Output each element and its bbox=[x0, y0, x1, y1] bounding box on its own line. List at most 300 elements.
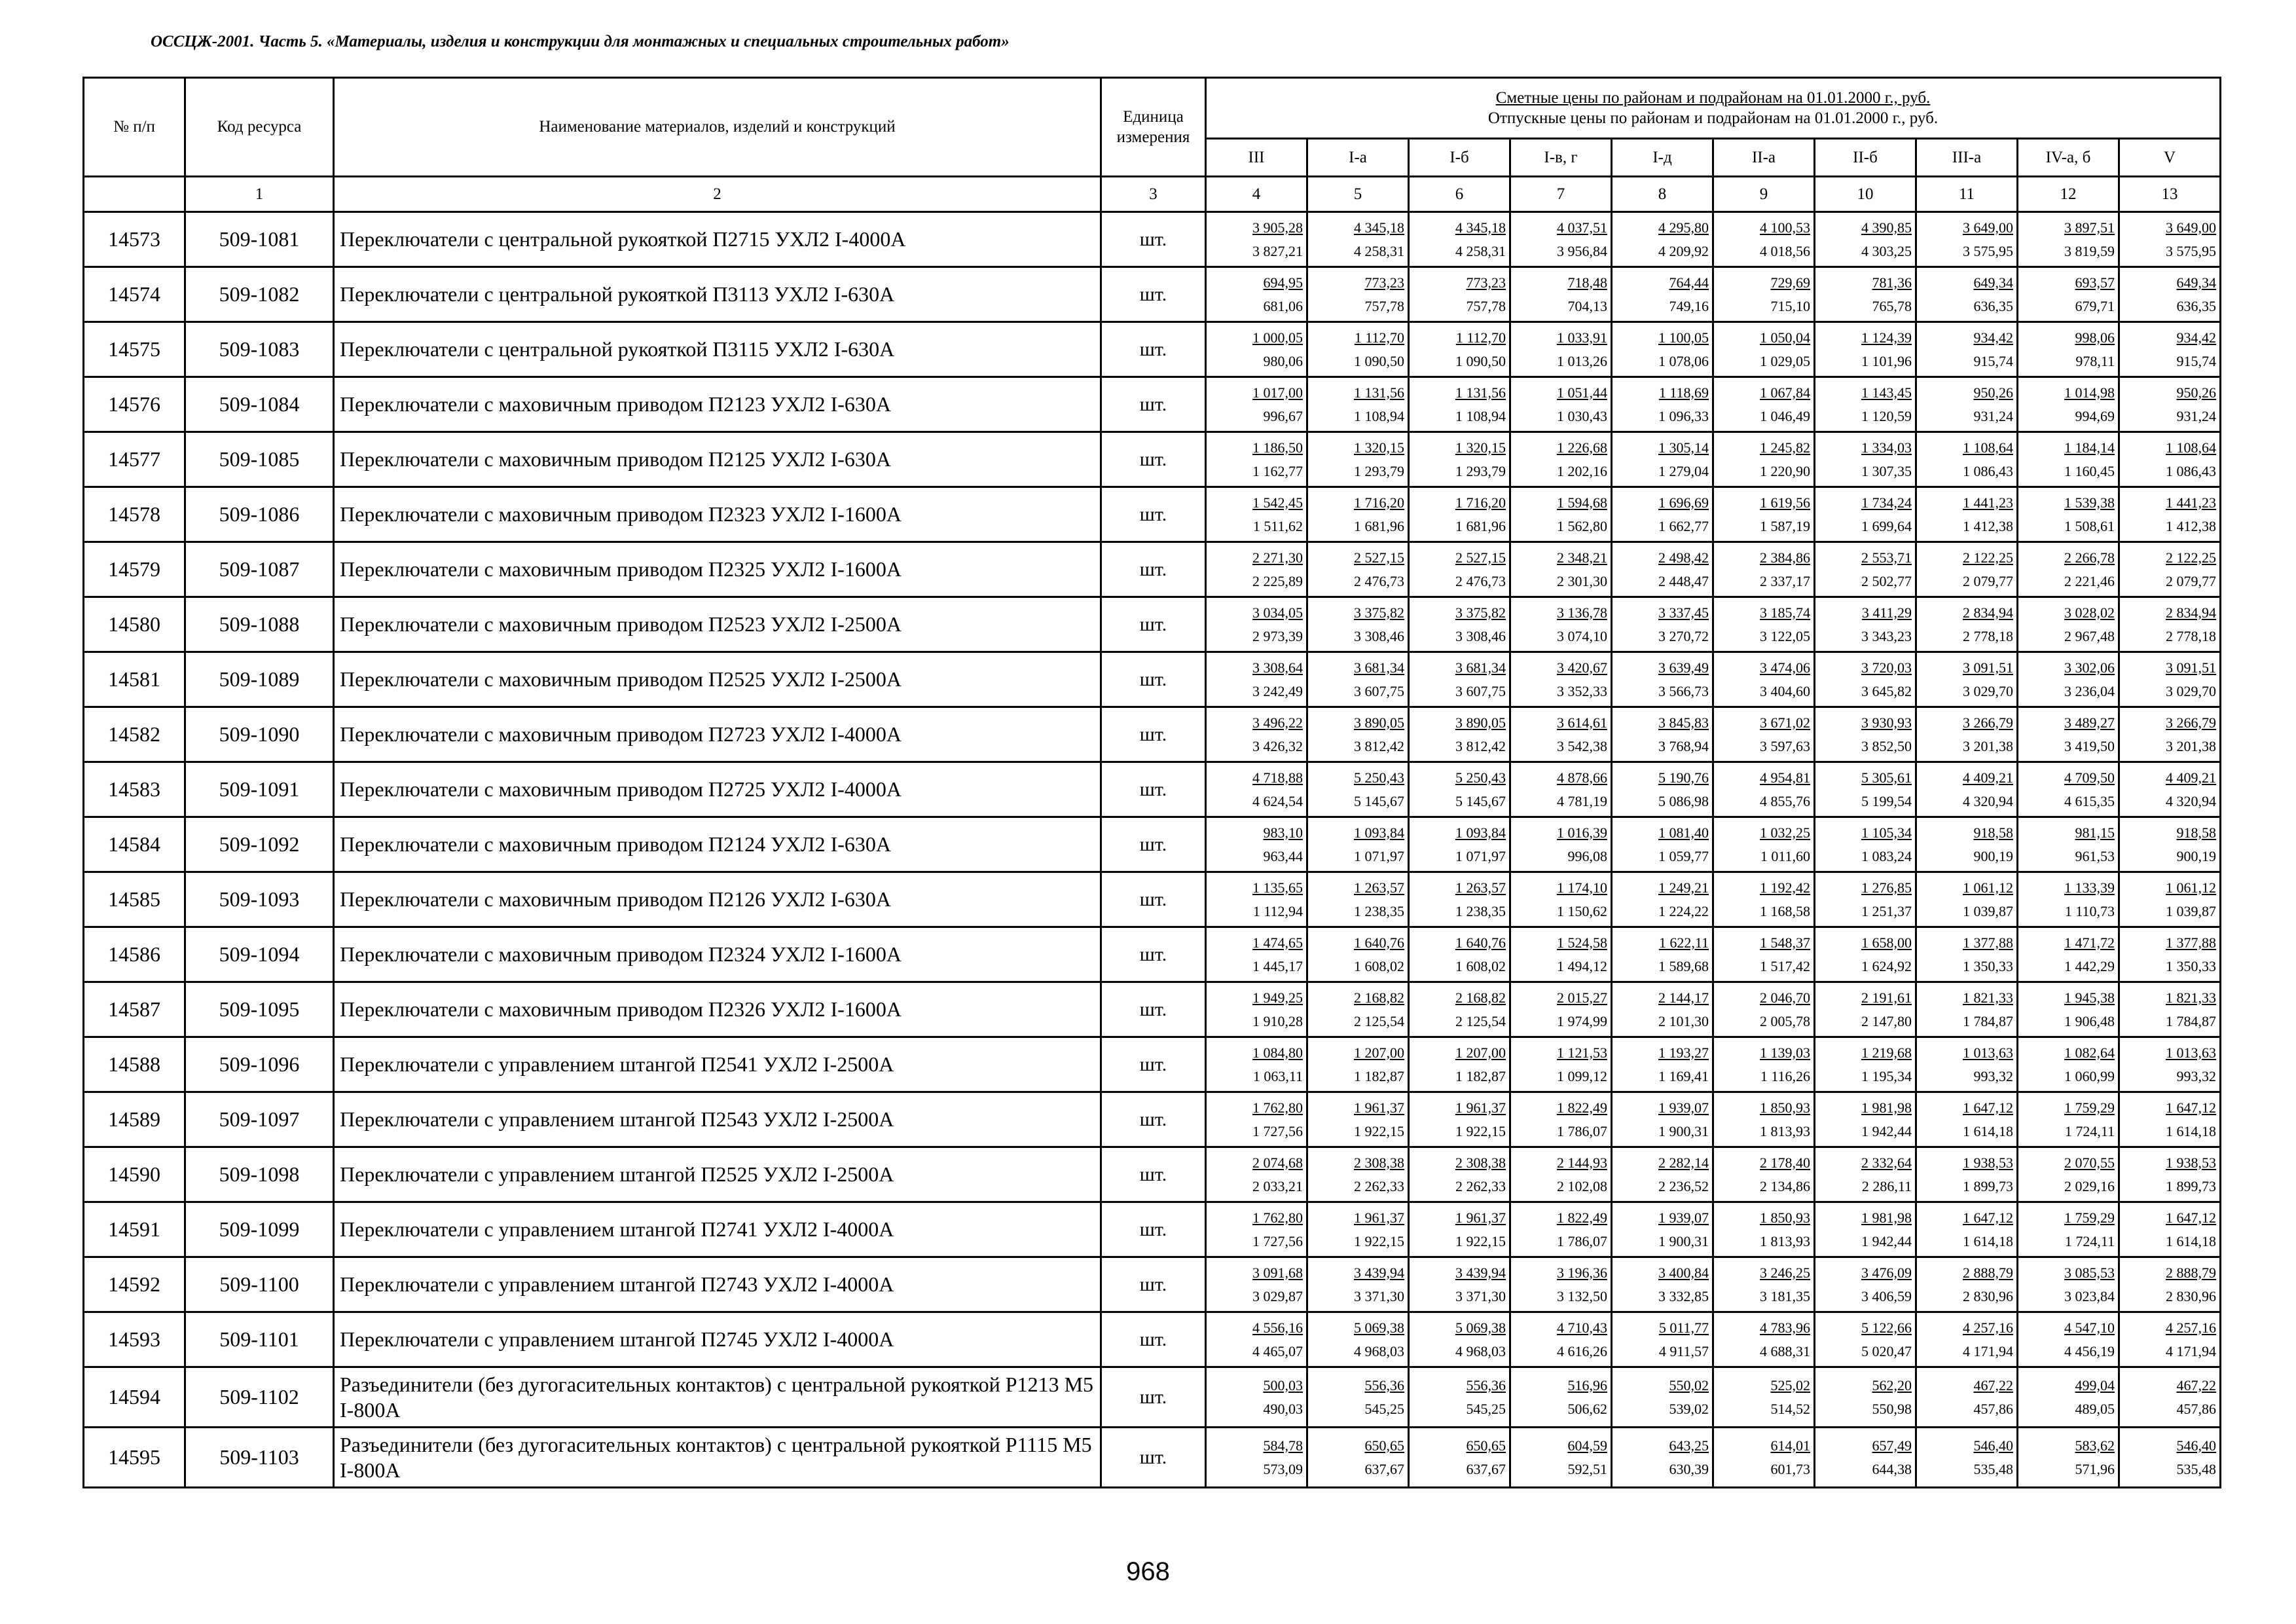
price-cell bbox=[2018, 267, 2119, 322]
release-price: 3 242,49 bbox=[1252, 682, 1303, 699]
estimate-price: 1 939,07 bbox=[1658, 1099, 1709, 1116]
price-cell bbox=[2018, 927, 2119, 982]
price-cell bbox=[1713, 1428, 1815, 1488]
resource-code: 509-1093 bbox=[185, 872, 334, 927]
release-price: 1 494,12 bbox=[1557, 957, 1607, 974]
release-price: 1 974,99 bbox=[1557, 1012, 1607, 1029]
estimate-price: 764,44 bbox=[1669, 274, 1709, 291]
release-price: 1 060,99 bbox=[2064, 1067, 2115, 1084]
release-price: 1 083,24 bbox=[1861, 847, 1912, 864]
release-price: 3 308,46 bbox=[1354, 627, 1404, 644]
estimate-price: 3 930,93 bbox=[1861, 714, 1912, 731]
release-price: 3 029,87 bbox=[1252, 1287, 1303, 1304]
release-price: 2 476,73 bbox=[1455, 572, 1506, 589]
estimate-price: 1 067,84 bbox=[1760, 384, 1810, 401]
estimate-price: 5 069,38 bbox=[1455, 1319, 1506, 1336]
estimate-price: 1 112,70 bbox=[1455, 329, 1506, 346]
unit: шт. bbox=[1101, 1147, 1206, 1202]
release-price: 1 096,33 bbox=[1658, 407, 1709, 424]
unit: шт. bbox=[1101, 1092, 1206, 1147]
price-cell bbox=[1815, 652, 1916, 707]
price-cell bbox=[1916, 212, 2018, 267]
price-cell bbox=[1510, 597, 1612, 652]
estimate-price: 1 441,23 bbox=[1963, 494, 2013, 511]
estimate-price: 1 013,63 bbox=[2166, 1044, 2216, 1061]
table-row bbox=[84, 1257, 2221, 1312]
row-number: 14574 bbox=[84, 267, 185, 322]
estimate-price: 1 658,00 bbox=[1861, 934, 1912, 951]
release-price: 571,96 bbox=[2075, 1460, 2115, 1477]
resource-code: 509-1083 bbox=[185, 322, 334, 377]
release-price: 3 645,82 bbox=[1861, 682, 1912, 699]
price-cell bbox=[1916, 487, 2018, 542]
price-cell bbox=[1815, 432, 1916, 487]
estimate-price: 1 334,03 bbox=[1861, 439, 1912, 456]
release-price: 1 445,17 bbox=[1252, 957, 1303, 974]
release-price: 2 830,96 bbox=[2166, 1287, 2216, 1304]
estimate-price: 1 471,72 bbox=[2064, 934, 2115, 951]
estimate-price: 1 184,14 bbox=[2064, 439, 2115, 456]
price-cell bbox=[1510, 432, 1612, 487]
estimate-price: 1 821,33 bbox=[2166, 989, 2216, 1006]
price-cell bbox=[1916, 597, 2018, 652]
resource-code: 509-1090 bbox=[185, 707, 334, 762]
price-cell bbox=[1815, 982, 1916, 1037]
price-cell bbox=[1815, 322, 1916, 377]
price-cell bbox=[1409, 817, 1510, 872]
release-price: 996,08 bbox=[1567, 847, 1607, 864]
table-row bbox=[84, 1092, 2221, 1147]
price-cell bbox=[1916, 872, 2018, 927]
estimate-price: 1 640,76 bbox=[1354, 934, 1404, 951]
release-price: 993,32 bbox=[1973, 1067, 2013, 1084]
price-cell bbox=[1409, 927, 1510, 982]
estimate-price: 3 890,05 bbox=[1455, 714, 1506, 731]
release-price: 535,48 bbox=[1973, 1460, 2013, 1477]
release-price: 1 442,29 bbox=[2064, 957, 2115, 974]
estimate-price: 1 961,37 bbox=[1455, 1099, 1506, 1116]
price-cell bbox=[2119, 1147, 2221, 1202]
estimate-price: 2 070,55 bbox=[2064, 1154, 2115, 1171]
price-cell bbox=[1612, 212, 1713, 267]
price-cell bbox=[2119, 377, 2221, 432]
estimate-price: 1 647,12 bbox=[1963, 1099, 2013, 1116]
estimate-price: 614,01 bbox=[1770, 1437, 1810, 1454]
release-price: 1 589,68 bbox=[1658, 957, 1709, 974]
price-cell bbox=[1307, 542, 1409, 597]
estimate-price: 2 553,71 bbox=[1861, 549, 1912, 566]
release-price: 2 448,47 bbox=[1658, 572, 1709, 589]
release-price: 1 039,87 bbox=[1963, 902, 2013, 919]
price-cell bbox=[1713, 267, 1815, 322]
release-price: 3 812,42 bbox=[1354, 737, 1404, 754]
table-row bbox=[84, 982, 2221, 1037]
release-price: 1 086,43 bbox=[1963, 462, 2013, 479]
price-cell bbox=[1307, 872, 1409, 927]
header-price-release: Отпускные цены по районам и подрайонам на 01.01.2000 г., руб. bbox=[1487, 109, 1939, 127]
header-column-number: 4 bbox=[1206, 177, 1307, 212]
estimate-price: 2 015,27 bbox=[1557, 989, 1607, 1006]
row-number: 14589 bbox=[84, 1092, 185, 1147]
estimate-price: 467,22 bbox=[1973, 1376, 2013, 1393]
release-price: 457,86 bbox=[2176, 1400, 2216, 1417]
price-cell bbox=[1713, 1092, 1815, 1147]
release-price: 3 023,84 bbox=[2064, 1287, 2115, 1304]
item-name: Переключатели с маховичным приводом П2325 УХЛ2 I-1600А bbox=[334, 542, 1101, 597]
estimate-price: 981,15 bbox=[2075, 824, 2115, 841]
release-price: 3 201,38 bbox=[1963, 737, 2013, 754]
release-price: 1 030,43 bbox=[1557, 407, 1607, 424]
unit: шт. bbox=[1101, 707, 1206, 762]
release-price: 1 517,42 bbox=[1760, 957, 1810, 974]
price-cell bbox=[1612, 1147, 1713, 1202]
release-price: 3 607,75 bbox=[1354, 682, 1404, 699]
release-price: 490,03 bbox=[1263, 1400, 1303, 1417]
price-cell bbox=[1409, 267, 1510, 322]
release-price: 1 662,77 bbox=[1658, 517, 1709, 534]
release-price: 2 778,18 bbox=[1963, 627, 2013, 644]
estimate-price: 2 527,15 bbox=[1354, 549, 1404, 566]
item-name: Переключатели с маховичным приводом П2324 УХЛ2 I-1600А bbox=[334, 927, 1101, 982]
release-price: 931,24 bbox=[1973, 407, 2013, 424]
price-cell bbox=[1815, 267, 1916, 322]
release-price: 4 018,56 bbox=[1760, 242, 1810, 259]
estimate-price: 1 084,80 bbox=[1252, 1044, 1303, 1061]
price-cell bbox=[1713, 542, 1815, 597]
estimate-price: 3 476,09 bbox=[1861, 1264, 1912, 1281]
release-price: 457,86 bbox=[1973, 1400, 2013, 1417]
unit: шт. bbox=[1101, 597, 1206, 652]
price-cell bbox=[1815, 1202, 1916, 1257]
estimate-price: 3 411,29 bbox=[1861, 604, 1912, 621]
estimate-price: 1 061,12 bbox=[1963, 879, 2013, 896]
release-price: 2 125,54 bbox=[1354, 1012, 1404, 1029]
price-cell bbox=[1510, 927, 1612, 982]
price-cell bbox=[2119, 597, 2221, 652]
estimate-price: 950,26 bbox=[2176, 384, 2216, 401]
release-price: 1 727,56 bbox=[1252, 1122, 1303, 1139]
estimate-price: 1 945,38 bbox=[2064, 989, 2115, 1006]
price-cell bbox=[1307, 982, 1409, 1037]
release-price: 1 112,94 bbox=[1252, 902, 1303, 919]
price-cell bbox=[1409, 652, 1510, 707]
price-cell bbox=[1307, 652, 1409, 707]
release-price: 1 350,33 bbox=[1963, 957, 2013, 974]
release-price: 573,09 bbox=[1263, 1460, 1303, 1477]
estimate-price: 2 266,78 bbox=[2064, 549, 2115, 566]
price-cell bbox=[1916, 322, 2018, 377]
release-price: 1 942,44 bbox=[1861, 1122, 1912, 1139]
estimate-price: 4 295,80 bbox=[1658, 219, 1709, 236]
price-cell bbox=[2119, 542, 2221, 597]
price-cell bbox=[1510, 1202, 1612, 1257]
unit: шт. bbox=[1101, 927, 1206, 982]
price-cell bbox=[1612, 1367, 1713, 1428]
estimate-price: 1 174,10 bbox=[1557, 879, 1607, 896]
price-cell bbox=[1206, 927, 1307, 982]
estimate-price: 556,36 bbox=[1466, 1376, 1506, 1393]
release-price: 550,98 bbox=[1872, 1400, 1912, 1417]
estimate-price: 3 266,79 bbox=[1963, 714, 2013, 731]
release-price: 900,19 bbox=[1973, 847, 2013, 864]
row-number: 14580 bbox=[84, 597, 185, 652]
price-cell bbox=[1916, 927, 2018, 982]
estimate-price: 2 308,38 bbox=[1455, 1154, 1506, 1171]
header-unit: Единица измерения bbox=[1101, 78, 1206, 177]
price-cell bbox=[1510, 762, 1612, 817]
estimate-price: 467,22 bbox=[2176, 1376, 2216, 1393]
estimate-price: 1 619,56 bbox=[1760, 494, 1810, 511]
release-price: 4 465,07 bbox=[1252, 1342, 1303, 1359]
price-cell bbox=[1612, 1428, 1713, 1488]
price-cell bbox=[1916, 1202, 2018, 1257]
release-price: 2 079,77 bbox=[2166, 572, 2216, 589]
header-region: V bbox=[2119, 139, 2221, 177]
price-cell bbox=[1409, 1147, 1510, 1202]
price-cell bbox=[1307, 377, 1409, 432]
release-price: 637,67 bbox=[1364, 1460, 1404, 1477]
release-price: 3 852,50 bbox=[1861, 737, 1912, 754]
price-cell bbox=[2119, 487, 2221, 542]
price-cell bbox=[1612, 1312, 1713, 1367]
item-name: Переключатели с центральной рукояткой П2715 УХЛ2 I-4000А bbox=[334, 212, 1101, 267]
estimate-price: 4 718,88 bbox=[1252, 769, 1303, 786]
item-name: Переключатели с управлением штангой П2541 УХЛ2 I-2500А bbox=[334, 1037, 1101, 1092]
header-column-number: 2 bbox=[334, 177, 1101, 212]
release-price: 1 681,96 bbox=[1455, 517, 1506, 534]
release-price: 2 225,89 bbox=[1252, 572, 1303, 589]
release-price: 4 781,19 bbox=[1557, 792, 1607, 809]
row-number: 14578 bbox=[84, 487, 185, 542]
estimate-price: 1 647,12 bbox=[2166, 1099, 2216, 1116]
price-cell bbox=[1409, 762, 1510, 817]
estimate-price: 1 622,11 bbox=[1658, 934, 1709, 951]
release-price: 1 900,31 bbox=[1658, 1122, 1709, 1139]
release-price: 5 086,98 bbox=[1658, 792, 1709, 809]
price-cell bbox=[2018, 1202, 2119, 1257]
price-cell bbox=[1713, 597, 1815, 652]
price-cell bbox=[1815, 1312, 1916, 1367]
release-price: 1 224,22 bbox=[1658, 902, 1709, 919]
estimate-price: 1 013,63 bbox=[1963, 1044, 2013, 1061]
estimate-price: 583,62 bbox=[2075, 1437, 2115, 1454]
row-number: 14588 bbox=[84, 1037, 185, 1092]
price-cell bbox=[1206, 1092, 1307, 1147]
estimate-price: 1 118,69 bbox=[1658, 384, 1709, 401]
estimate-price: 4 100,53 bbox=[1760, 219, 1810, 236]
price-cell bbox=[1409, 1202, 1510, 1257]
release-price: 1 011,60 bbox=[1760, 847, 1810, 864]
price-cell bbox=[1510, 982, 1612, 1037]
price-cell bbox=[1206, 652, 1307, 707]
price-cell bbox=[1206, 817, 1307, 872]
price-cell bbox=[1307, 817, 1409, 872]
estimate-price: 1 320,15 bbox=[1354, 439, 1404, 456]
price-cell bbox=[1713, 1202, 1815, 1257]
header-region: IV-а, б bbox=[2018, 139, 2119, 177]
estimate-price: 1 207,00 bbox=[1455, 1044, 1506, 1061]
estimate-price: 773,23 bbox=[1466, 274, 1506, 291]
item-name: Переключатели с управлением штангой П2741 УХЛ2 I-4000А bbox=[334, 1202, 1101, 1257]
estimate-price: 3 496,22 bbox=[1252, 714, 1303, 731]
estimate-price: 2 888,79 bbox=[2166, 1264, 2216, 1281]
estimate-price: 1 696,69 bbox=[1658, 494, 1709, 511]
release-price: 3 236,04 bbox=[2064, 682, 2115, 699]
release-price: 1 942,44 bbox=[1861, 1232, 1912, 1249]
price-cell bbox=[1713, 322, 1815, 377]
price-cell bbox=[1409, 1367, 1510, 1428]
release-price: 2 079,77 bbox=[1963, 572, 2013, 589]
estimate-price: 1 108,64 bbox=[2166, 439, 2216, 456]
estimate-price: 1 100,05 bbox=[1658, 329, 1709, 346]
release-price: 636,35 bbox=[2176, 297, 2216, 314]
price-cell bbox=[2018, 1037, 2119, 1092]
estimate-price: 1 850,93 bbox=[1760, 1099, 1810, 1116]
estimate-price: 1 850,93 bbox=[1760, 1209, 1810, 1226]
unit: шт. bbox=[1101, 322, 1206, 377]
table-row bbox=[84, 872, 2221, 927]
price-cell bbox=[1713, 762, 1815, 817]
release-price: 2 147,80 bbox=[1861, 1012, 1912, 1029]
estimate-price: 604,59 bbox=[1567, 1437, 1607, 1454]
unit: шт. bbox=[1101, 1257, 1206, 1312]
resource-code: 509-1094 bbox=[185, 927, 334, 982]
estimate-price: 2 527,15 bbox=[1455, 549, 1506, 566]
release-price: 4 968,03 bbox=[1455, 1342, 1506, 1359]
price-cell bbox=[1815, 487, 1916, 542]
release-price: 1 587,19 bbox=[1760, 517, 1810, 534]
estimate-price: 1 647,12 bbox=[1963, 1209, 2013, 1226]
release-price: 3 352,33 bbox=[1557, 682, 1607, 699]
header-price-estimate: Сметные цены по районам и подрайонам на 01.01.2000 г., руб. bbox=[1495, 88, 1931, 107]
estimate-price: 3 302,06 bbox=[2064, 659, 2115, 676]
release-price: 1 182,87 bbox=[1354, 1067, 1404, 1084]
price-cell bbox=[1206, 1037, 1307, 1092]
release-price: 506,62 bbox=[1567, 1400, 1607, 1417]
estimate-price: 934,42 bbox=[1973, 329, 2013, 346]
page-number: 968 bbox=[1126, 1557, 1170, 1586]
release-price: 1 120,59 bbox=[1861, 407, 1912, 424]
item-name: Разъединители (без дугогасительных контактов) с центральной рукояткой Р1213 М5 I-800А bbox=[334, 1367, 1101, 1428]
estimate-price: 4 878,66 bbox=[1557, 769, 1607, 786]
estimate-price: 1 305,14 bbox=[1658, 439, 1709, 456]
item-name: Переключатели с управлением штангой П2743 УХЛ2 I-4000А bbox=[334, 1257, 1101, 1312]
item-name: Переключатели с маховичным приводом П2523 УХЛ2 I-2500А bbox=[334, 597, 1101, 652]
release-price: 1 906,48 bbox=[2064, 1012, 2115, 1029]
estimate-price: 1 276,85 bbox=[1861, 879, 1912, 896]
estimate-price: 5 190,76 bbox=[1658, 769, 1709, 786]
release-price: 1 786,07 bbox=[1557, 1232, 1607, 1249]
price-cell bbox=[2018, 1367, 2119, 1428]
header-column-number: 7 bbox=[1510, 177, 1612, 212]
estimate-price: 1 938,53 bbox=[1963, 1154, 2013, 1171]
estimate-price: 2 122,25 bbox=[2166, 549, 2216, 566]
release-price: 1 412,38 bbox=[1963, 517, 2013, 534]
row-number: 14595 bbox=[84, 1428, 185, 1488]
estimate-price: 1 192,42 bbox=[1760, 879, 1810, 896]
price-cell bbox=[1916, 1147, 2018, 1202]
price-cell bbox=[1815, 762, 1916, 817]
release-price: 681,06 bbox=[1263, 297, 1303, 314]
price-cell bbox=[1815, 1367, 1916, 1428]
release-price: 3 404,60 bbox=[1760, 682, 1810, 699]
price-cell bbox=[1307, 1428, 1409, 1488]
estimate-price: 3 034,05 bbox=[1252, 604, 1303, 621]
release-price: 1 168,58 bbox=[1760, 902, 1810, 919]
estimate-price: 694,95 bbox=[1263, 274, 1303, 291]
table-row bbox=[84, 1147, 2221, 1202]
release-price: 4 911,57 bbox=[1658, 1342, 1709, 1359]
release-price: 514,52 bbox=[1770, 1400, 1810, 1417]
estimate-price: 562,20 bbox=[1872, 1376, 1912, 1393]
price-table bbox=[82, 77, 2221, 1488]
estimate-price: 556,36 bbox=[1364, 1376, 1404, 1393]
estimate-price: 2 178,40 bbox=[1760, 1154, 1810, 1171]
price-cell bbox=[1409, 982, 1510, 1037]
price-cell bbox=[1409, 1428, 1510, 1488]
release-price: 1 110,73 bbox=[2064, 902, 2115, 919]
release-price: 1 727,56 bbox=[1252, 1232, 1303, 1249]
header-column-number: 9 bbox=[1713, 177, 1815, 212]
row-number: 14577 bbox=[84, 432, 185, 487]
header-column-number: 8 bbox=[1612, 177, 1713, 212]
release-price: 1 614,18 bbox=[1963, 1122, 2013, 1139]
price-cell bbox=[1916, 1367, 2018, 1428]
price-cell bbox=[1612, 597, 1713, 652]
price-cell bbox=[1815, 377, 1916, 432]
price-cell bbox=[2119, 1257, 2221, 1312]
row-number: 14573 bbox=[84, 212, 185, 267]
price-cell bbox=[1206, 322, 1307, 377]
release-price: 2 029,16 bbox=[2064, 1177, 2115, 1194]
release-price: 3 074,10 bbox=[1557, 627, 1607, 644]
release-price: 4 171,94 bbox=[1963, 1342, 2013, 1359]
estimate-price: 1 108,64 bbox=[1963, 439, 2013, 456]
resource-code: 509-1100 bbox=[185, 1257, 334, 1312]
price-cell bbox=[1612, 652, 1713, 707]
price-cell bbox=[1206, 1367, 1307, 1428]
estimate-price: 546,40 bbox=[1973, 1437, 2013, 1454]
price-cell bbox=[1612, 267, 1713, 322]
unit: шт. bbox=[1101, 817, 1206, 872]
row-number: 14581 bbox=[84, 652, 185, 707]
estimate-price: 2 834,94 bbox=[2166, 604, 2216, 621]
price-cell bbox=[1916, 817, 2018, 872]
release-price: 931,24 bbox=[2176, 407, 2216, 424]
estimate-price: 1 131,56 bbox=[1354, 384, 1404, 401]
release-price: 3 332,85 bbox=[1658, 1287, 1709, 1304]
release-price: 749,16 bbox=[1669, 297, 1709, 314]
table-row bbox=[84, 212, 2221, 267]
release-price: 1 046,49 bbox=[1760, 407, 1810, 424]
release-price: 489,05 bbox=[2075, 1400, 2115, 1417]
estimate-price: 1 133,39 bbox=[2064, 879, 2115, 896]
resource-code: 509-1096 bbox=[185, 1037, 334, 1092]
price-cell bbox=[2119, 322, 2221, 377]
price-cell bbox=[1510, 542, 1612, 597]
item-name: Переключатели с маховичным приводом П2725 УХЛ2 I-4000А bbox=[334, 762, 1101, 817]
estimate-price: 650,65 bbox=[1364, 1437, 1404, 1454]
price-cell bbox=[1409, 432, 1510, 487]
row-number: 14593 bbox=[84, 1312, 185, 1367]
price-cell bbox=[1612, 872, 1713, 927]
price-cell bbox=[1510, 817, 1612, 872]
price-cell bbox=[1510, 1312, 1612, 1367]
release-price: 915,74 bbox=[1973, 352, 2013, 369]
price-cell bbox=[1206, 542, 1307, 597]
estimate-price: 2 144,17 bbox=[1658, 989, 1709, 1006]
release-price: 2 005,78 bbox=[1760, 1012, 1810, 1029]
